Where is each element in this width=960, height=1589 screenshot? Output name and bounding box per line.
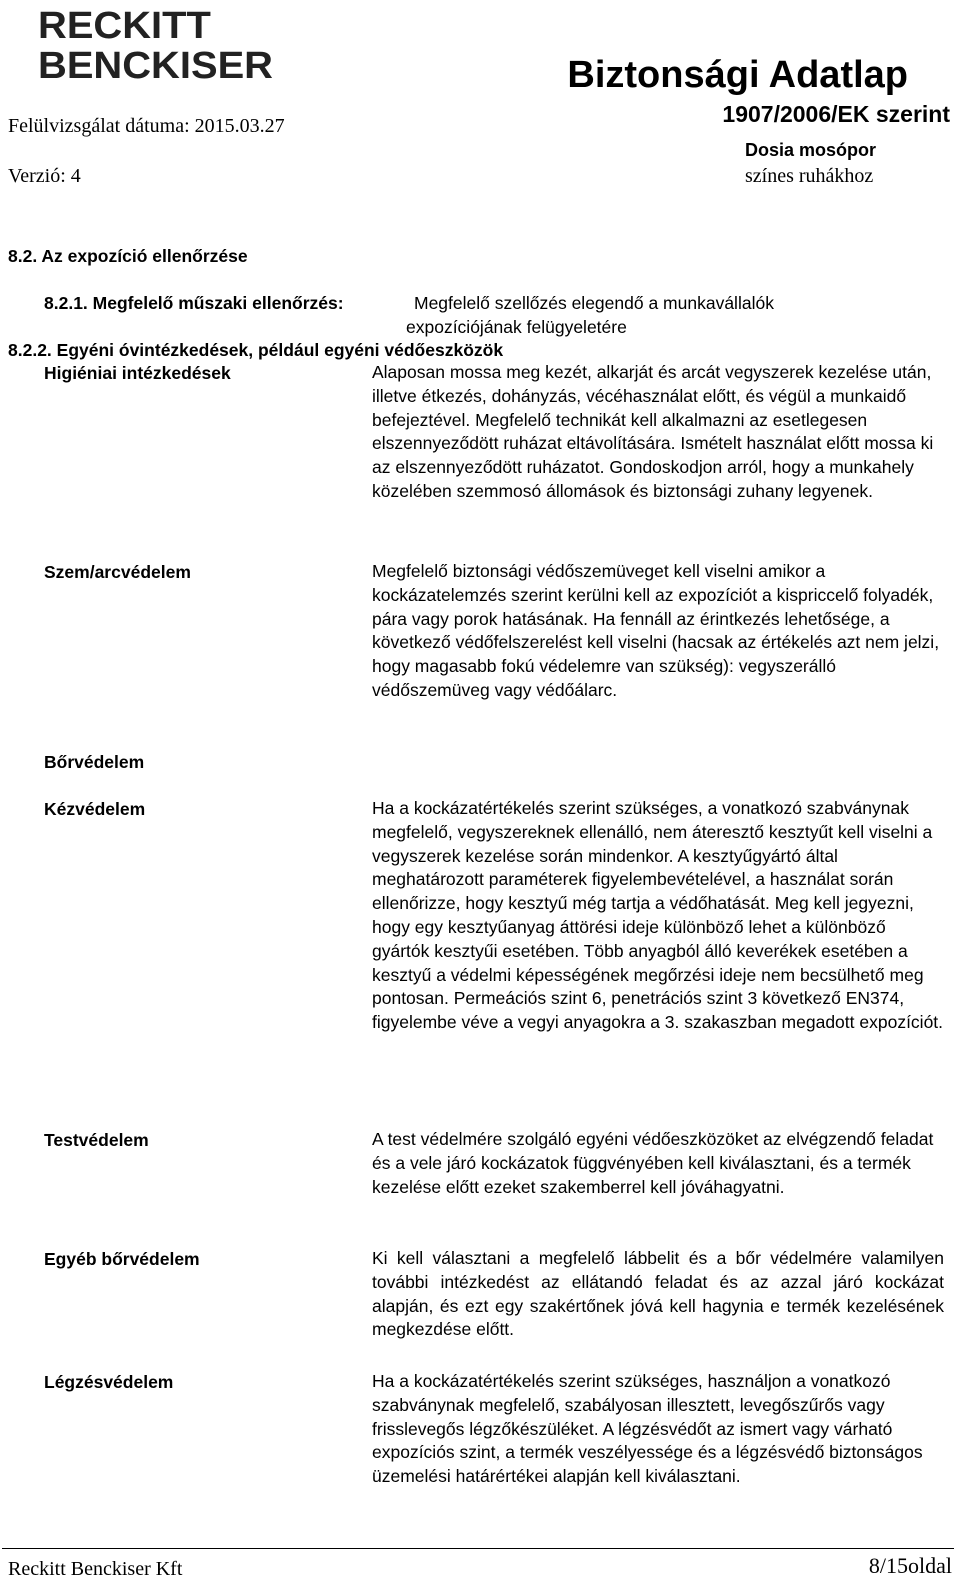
subsection-8-2-1-text-1: Megfelelő szellőzés elegendő a munkavállalók [414,293,774,313]
subsection-8-2-2-heading: 8.2.2. Egyéni óvintézkedések, például egyéni védőeszközök [8,340,504,360]
eye-protection-text [372,560,944,703]
hand-protection-label: Kézvédelem [44,799,146,819]
body-protection-label: Testvédelem [44,1130,149,1150]
respiratory-protection-label: Légzésvédelem [44,1372,174,1392]
footer-company: Reckitt Benckiser Kft [8,1558,183,1580]
revision-date: Felülvizsgálat dátuma: 2015.03.27 [8,115,285,137]
respiratory-protection-paragraph: Ha a kockázatértékelés szerint szükséges, használjon a vonatkozó szabványnak megfelelő, szabályosan illesztett, levegőszűrős vagy frisslevegős légzőkészüléket. A légzésvédőt az ismert vagy várható expozíciós szint, a termék veszélyessége és a légzésvédő biztonságos üzemelési határértékei alapján kell kiválasztani. [372,1371,923,1487]
subsection-8-2-1-label: 8.2.1. Megfelelő műszaki ellenőrzés: [44,293,344,313]
section-heading-8-2: 8.2. Az expozíció ellenőrzése [8,246,248,266]
hygiene-text [372,361,944,504]
respiratory-protection-text [372,1370,944,1489]
hand-protection-text [372,797,944,1035]
company-logo [38,5,274,87]
product-name: Dosia mosópor [745,140,877,160]
page-number: 8/15oldal [868,1553,952,1578]
version: Verzió: 4 [8,165,81,187]
skin-protection-label: Bőrvédelem [44,752,145,772]
body-protection-paragraph: A test védelmére szolgáló egyéni védőeszközöket az elvégzendő feladat és a vele járó kockázatok függvényében kell kiválasztani, és a termék kezelése előtt ezeket szakemberrel kell jóváhagyatni. [372,1129,934,1197]
subsection-8-2-1-text-2: expozíciójának felügyeletére [406,317,627,337]
logo-line-1: RECKITT [38,5,211,47]
hygiene-label: Higiéniai intézkedések [44,363,231,383]
other-skin-protection-label: Egyéb bőrvédelem [44,1249,200,1269]
other-skin-protection-paragraph: Ki kell választani a megfelelő lábbelit és a bőr védelmére valamilyen további intézkedést az ellátandó feladat és az azzal járó kockázat alapján, és ezt egy szakértőnek jóvá kell hagynia e termék kezelésének megkezdése előtt. [372,1248,944,1340]
eye-protection-label: Szem/arcvédelem [44,562,191,582]
logo-line-2: BENCKISER [38,45,274,87]
product-variant: színes ruhákhoz [745,165,874,187]
other-skin-protection-text [372,1247,944,1342]
hand-protection-paragraph: Ha a kockázatértékelés szerint szükséges, a vonatkozó szabványnak megfelelő, vegyszereknek ellenálló, nem áteresztő kesztyűt kell viselni a vegyszerek kezelése során mindenkor. A kesztyűgyártó által meghatározott paraméterek figyelembevételével, a használat során ellenőrizze, hogy kesztyű még tartja a védőhatását. Meg kell jegyezni, hogy egy kesztyűanyag áttörési ideje különböző lehet a különböző gyártók kesztyűi esetében. Több anyagból álló keverékek esetében a kesztyű a védelmi képességének megőrzési ideje nem becsülhető meg pontosan. Permeációs szint 6, penetrációs szint 3 következő EN374, figyelembe véve a vegyi anyagokra a 3. szakaszban megadott expozíciót. [372,798,944,1033]
body-protection-text [372,1128,944,1199]
hygiene-paragraph: Alaposan mossa meg kezét, alkarját és arcát vegyszerek kezelése után, illetve étkezés, dohányzás, vécéhasználat előtt, és végül a munkaidő befejeztével. Megfelelő technikát kell alkalmazni az esetlegesen elszennyeződött ruházat eltávolítására. Ismételt használat előtt mossa ki az elszennyeződött ruházatot. Gondoskodjon arról, hogy a munkahely közelében szemmosó állomások és biztonsági zuhany legyenek. [372,362,934,501]
eye-protection-paragraph: Megfelelő biztonsági védőszemüveget kell viselni amikor a kockázatelemzés szerint kerülni kell az expozíciót a kispriccelő folyadék, pára vagy porok hatásának. Ha fennáll az érintkezés lehetősége, a következő védőfelszerelést kell viselni (hacsak az értékelés azt nem jelzi, hogy magasabb fokú védelemre van szükség): vegyszerálló védőszemüveg vagy védőálarc. [372,561,940,700]
footer-rule [2,1548,954,1549]
regulation-reference: 1907/2006/EK szerint [722,101,950,127]
document-title: Biztonsági Adatlap [567,54,908,96]
